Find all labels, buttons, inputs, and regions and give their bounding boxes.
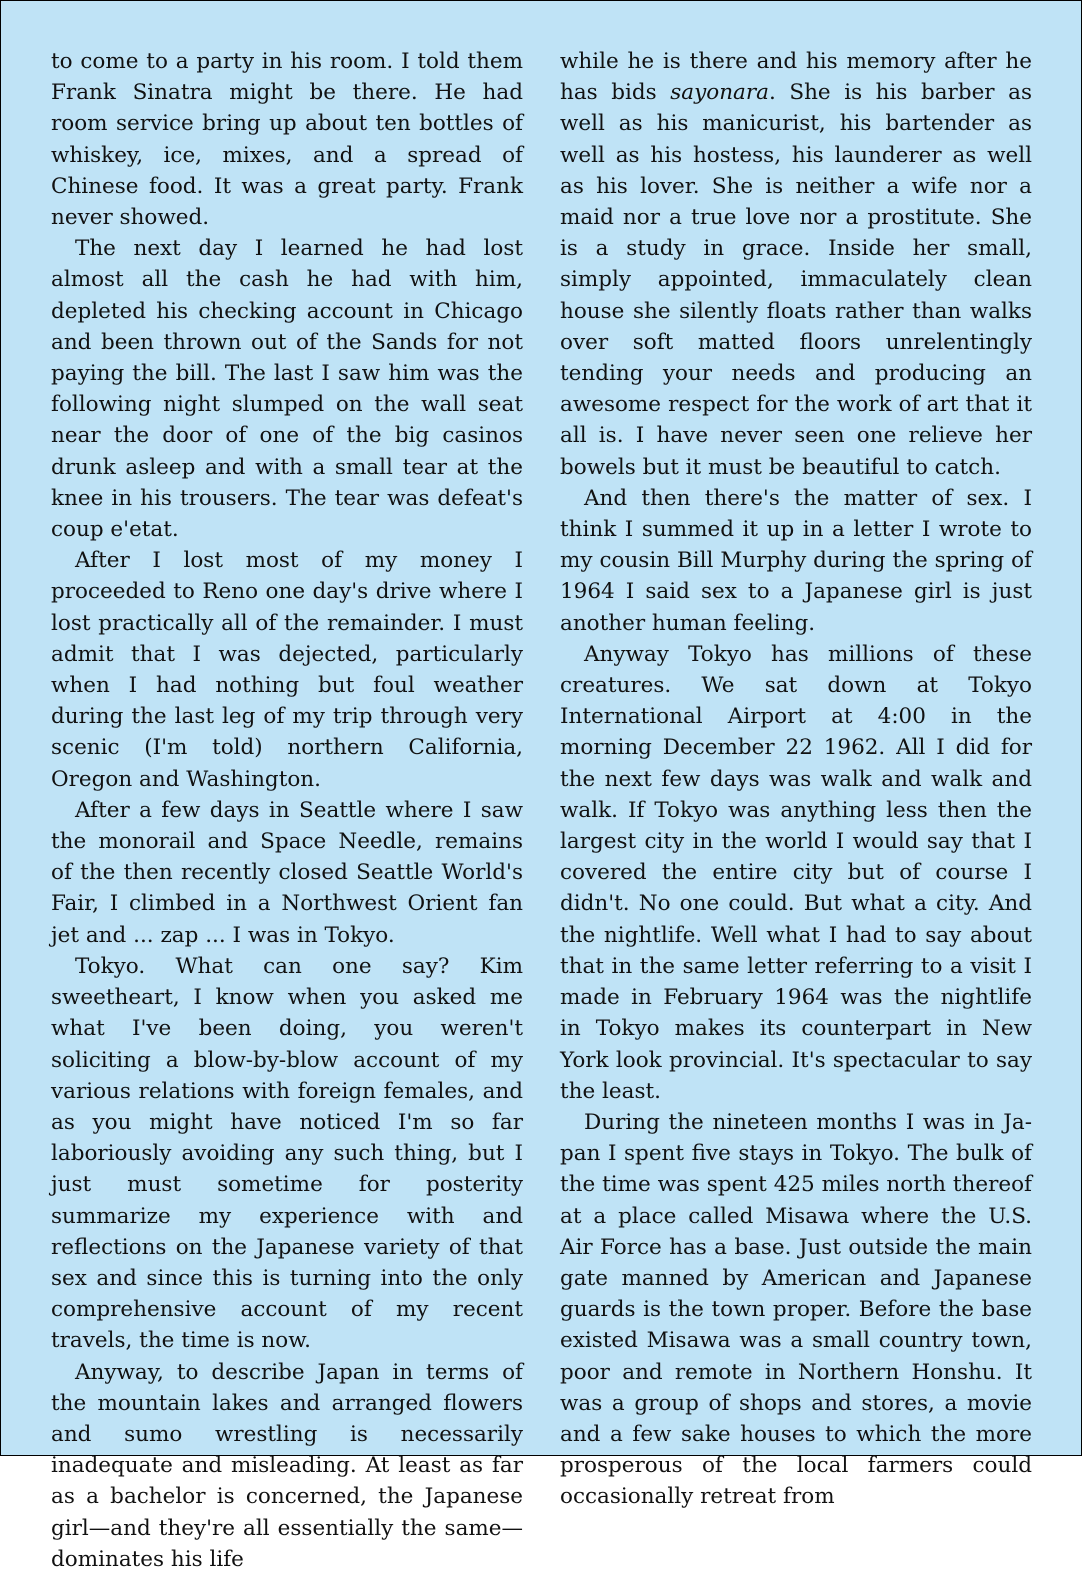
paragraph — [560, 46, 1032, 483]
paragraph: After I lost most of my money I proceeded to Reno one day's drive where I lost practically all of the remainder. I must admit that I was dejected, particularly when I had nothing but foul weather during the last leg of my trip through very scenic (I'm told) northern California, Oregon and Washington. — [51, 548, 523, 792]
italic-word: sayonara — [670, 80, 769, 106]
text-run: while he is there and his memory after he has bids — [560, 49, 1032, 106]
paragraph: Anyway Tokyo has millions of these creatures. We sat down at Tokyo International Airport at 4:00 in the morning December 22 1962. All I did for the next few days was walk and walk and walk. If Tokyo was anything less then the largest city in the world I would say that I covered the entire city but of course I didn't. No one could. But what a city. And the nightlife. Well what I had to say about that in the same letter referring to a visit I made in February 1964 was the nightlife in Tokyo makes its counterpart in New York look provincial. It's spectacular to say the least. — [560, 641, 1032, 1104]
paragraph: Anyway, to describe Japan in terms of the mountain lakes and arranged flowers and sumo wrestling is necessarily inadequate and misleading. At least as far as a bachelor is concerned, the Japanese girl—and they're all essentially the same—dominates his life — [51, 1359, 523, 1572]
right-column — [560, 46, 1032, 1513]
paragraph: The next day I learned he had lost almost all the cash he had with him, depleted his checking account in Chicago and been thrown out of the Sands for not paying the bill. The last I saw him was the following night slumped on the wall seat near the door of one of the big casinos drunk asleep and with a small tear at the knee in his trousers. The tear was defeat's coup e'etat. — [51, 236, 523, 543]
paragraph: And then there's the matter of sex. I think I summed it up in a letter I wrote to my cousin Bill Murphy during the spring of 1964 I said sex to a Japanese girl is just another human feeling. — [560, 485, 1032, 636]
paragraph: After a few days in Seattle where I saw the monorail and Space Needle, remains of the then recently closed Seattle World's Fair, I climbed in a Northwest Orient fan jet and ... zap ... I was in Tokyo. — [51, 797, 523, 948]
paragraph: Tokyo. What can one say? Kim sweetheart, I know when you asked me what I've been doing, you weren't soliciting a blow-by-blow account of my various relations with foreign females, and as you might have noticed I'm so far laboriously avoiding any such thing, but I just must sometime for posterity summarize my experience with and reflections on the Japanese variety of that sex and since this is turning into the only comprehensive account of my recent travels, the time is now. — [51, 953, 523, 1354]
text-run: . She is his barber as well as his manicurist, his bartender as well as his hostess, his launderer as well as his lover. She is neither a wife nor a maid nor a true love nor a prostitute. She is a study in grace. Inside her small, simply appointed, immaculately clean house she silently floats rather than walks over soft matted floors unrelentingly tending your needs and producing an awesome respect for the work of art that it all is. I have never seen one relieve her bowels but it must be beautiful to catch. — [560, 80, 1032, 480]
left-column — [51, 46, 523, 1575]
paragraph: During the nineteen months I was in Japan I spent five stays in Tokyo. The bulk of the time was spent 425 miles north thereof at a place called Misawa where the U.S. Air Force has a base. Just outside the main gate manned by American and Japanese guards is the town proper. Before the base existed Misawa was a small country town, poor and remote in Northern Honshu. It was a group of shops and stores, a movie and a few sake houses to which the more prosperous of the local farmers could occasionally retreat from — [560, 1109, 1032, 1510]
paragraph: to come to a party in his room. I told them Frank Sinatra might be there. He had room service bring up about ten bottles of whiskey, ice, mixes, and a spread of Chinese food. It was a great party. Frank never showed. — [51, 49, 523, 231]
